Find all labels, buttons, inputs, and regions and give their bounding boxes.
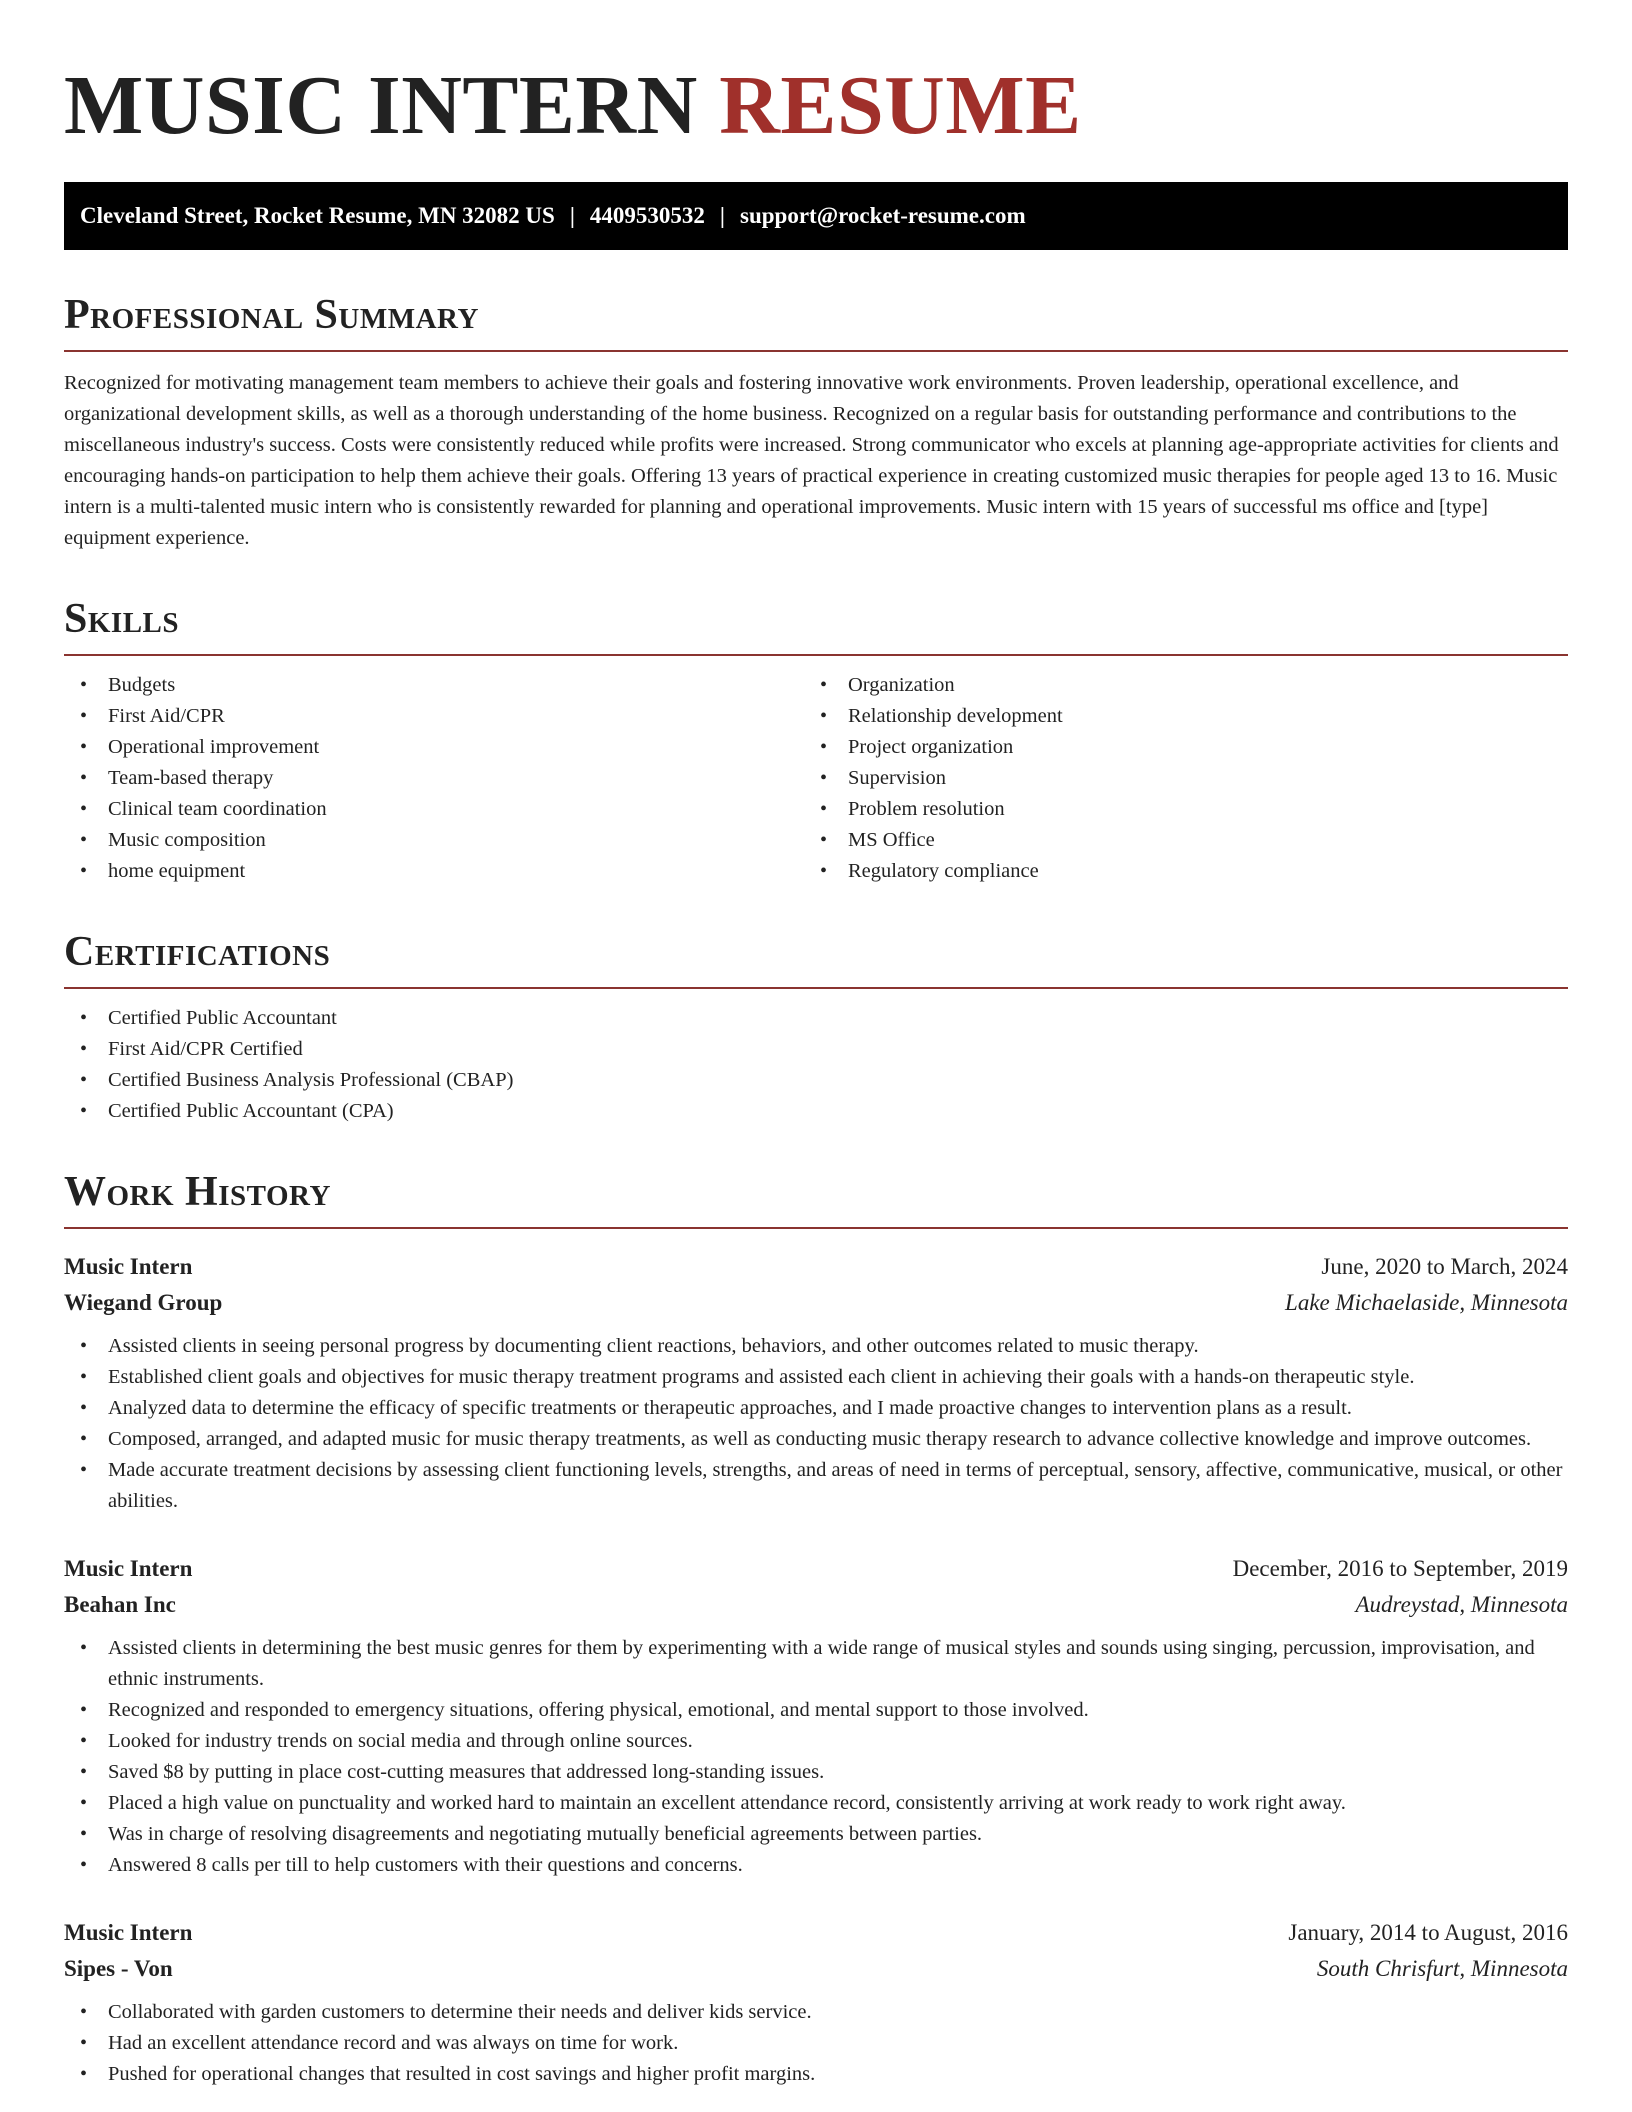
skill-item: • Project organization bbox=[804, 732, 1568, 763]
job-header-row bbox=[64, 1915, 1568, 1951]
contact-separator: | bbox=[719, 203, 725, 228]
certifications-heading: Certifications bbox=[64, 931, 1568, 989]
job-duty-item: • Established client goals and objectives for music therapy treatment programs and assisted each client in achieving their goals with a hands-on therapeutic style. bbox=[64, 1362, 1568, 1393]
contact-bar bbox=[64, 182, 1568, 250]
job-company: Wiegand Group bbox=[64, 1290, 223, 1315]
skills-list bbox=[64, 670, 1568, 887]
skill-item: • Music composition bbox=[64, 825, 804, 856]
skill-item: • Team-based therapy bbox=[64, 763, 804, 794]
skill-item: • home equipment bbox=[64, 856, 804, 887]
contact-separator: | bbox=[569, 203, 575, 228]
contact-email: support@rocket-resume.com bbox=[740, 203, 1026, 228]
skill-item: • Relationship development bbox=[804, 701, 1568, 732]
skills-column-right bbox=[804, 670, 1568, 887]
skill-item: • Budgets bbox=[64, 670, 804, 701]
job-duties bbox=[64, 1331, 1568, 1517]
job-company-row bbox=[64, 1285, 1568, 1321]
title-name: MUSIC INTERN bbox=[64, 59, 698, 152]
skill-item: • Supervision bbox=[804, 763, 1568, 794]
job-dates: December, 2016 to September, 2019 bbox=[1232, 1556, 1568, 1581]
job-duty-item: • Answered 8 calls per till to help customers with their questions and concerns. bbox=[64, 1850, 1568, 1881]
skill-item: • Regulatory compliance bbox=[804, 856, 1568, 887]
job-duty-item: • Placed a high value on punctuality and worked hard to maintain an excellent attendance record, consistently arriving at work ready to work right away. bbox=[64, 1788, 1568, 1819]
skill-item: • Organization bbox=[804, 670, 1568, 701]
certification-item: • First Aid/CPR Certified bbox=[64, 1034, 1568, 1065]
job-location: Audreystad, Minnesota bbox=[1355, 1592, 1568, 1617]
job-duty-item: • Looked for industry trends on social media and through online sources. bbox=[64, 1726, 1568, 1757]
job-company: Beahan Inc bbox=[64, 1592, 176, 1617]
job-dates: January, 2014 to August, 2016 bbox=[1288, 1920, 1568, 1945]
job-duty-item: • Assisted clients in seeing personal progress by documenting client reactions, behaviors, and other outcomes related to music therapy. bbox=[64, 1331, 1568, 1362]
job-header-row bbox=[64, 1249, 1568, 1285]
job-duty-item: • Analyzed data to determine the efficacy of specific treatments or therapeutic approaches, and I made proactive changes to intervention plans as a result. bbox=[64, 1393, 1568, 1424]
job-duty-item: • Composed, arranged, and adapted music for music therapy treatments, as well as conducting music therapy research to advance collective knowledge and improve outcomes. bbox=[64, 1424, 1568, 1455]
contact-address: Cleveland Street, Rocket Resume, MN 32082 US bbox=[80, 203, 555, 228]
job-entry bbox=[64, 1249, 1568, 1517]
skill-item: • MS Office bbox=[804, 825, 1568, 856]
job-duty-item: • Assisted clients in determining the best music genres for them by experimenting with a wide range of musical styles and sounds using singing, percussion, improvisation, and ethnic instruments. bbox=[64, 1633, 1568, 1695]
job-company-row bbox=[64, 1587, 1568, 1623]
job-duty-item: • Was in charge of resolving disagreements and negotiating mutually beneficial agreements between parties. bbox=[64, 1819, 1568, 1850]
job-dates: June, 2020 to March, 2024 bbox=[1321, 1254, 1568, 1279]
job-title: Music Intern bbox=[64, 1254, 193, 1279]
job-company: Sipes - Von bbox=[64, 1956, 173, 1981]
summary-text: Recognized for motivating management team members to achieve their goals and fostering innovative work environments. Proven leadership, operational excellence, and organizational development skills, as well as a thorough understanding of the home business. Recognized on a regular basis for outstanding performance and contributions to the miscellaneous industry's success. Costs were consistently reduced while profits were increased. Strong communicator who excels at planning age-appropriate activities for clients and encouraging hands-on participation to help them achieve their goals. Offering 13 years of practical experience in creating customized music therapies for people aged 13 to 16. Music intern is a multi-talented music intern who is consistently rewarded for planning and operational improvements. Music intern with 15 years of successful ms office and [type] equipment experience. bbox=[64, 372, 1559, 549]
title-resume: RESUME bbox=[719, 59, 1082, 152]
skills-column-left bbox=[64, 670, 804, 887]
skill-item: • Clinical team coordination bbox=[64, 794, 804, 825]
job-entry bbox=[64, 1551, 1568, 1881]
job-entry bbox=[64, 1915, 1568, 2090]
certification-item: • Certified Business Analysis Professional (CBAP) bbox=[64, 1065, 1568, 1096]
job-location: Lake Michaelaside, Minnesota bbox=[1285, 1290, 1568, 1315]
job-duty-item: • Made accurate treatment decisions by assessing client functioning levels, strengths, and areas of need in terms of perceptual, sensory, affective, communicative, musical, or other abilities. bbox=[64, 1455, 1568, 1517]
job-duty-item: • Saved $8 by putting in place cost-cutting measures that addressed long-standing issues. bbox=[64, 1757, 1568, 1788]
job-title: Music Intern bbox=[64, 1920, 193, 1945]
certification-item: • Certified Public Accountant bbox=[64, 1003, 1568, 1034]
job-company-row bbox=[64, 1951, 1568, 1987]
resume-title bbox=[64, 59, 1568, 152]
work-history-heading: Work History bbox=[64, 1171, 1568, 1229]
job-duty-item: • Had an excellent attendance record and was always on time for work. bbox=[64, 2028, 1568, 2059]
skill-item: • Operational improvement bbox=[64, 732, 804, 763]
job-location: South Chrisfurt, Minnesota bbox=[1316, 1956, 1568, 1981]
job-title: Music Intern bbox=[64, 1556, 193, 1581]
certifications-list bbox=[64, 1003, 1568, 1127]
job-duty-item: • Collaborated with garden customers to determine their needs and deliver kids service. bbox=[64, 1997, 1568, 2028]
job-duties bbox=[64, 1633, 1568, 1881]
contact-phone: 4409530532 bbox=[589, 203, 705, 228]
job-duties bbox=[64, 1997, 1568, 2090]
summary-heading: Professional Summary bbox=[64, 294, 1568, 352]
job-header-row bbox=[64, 1551, 1568, 1587]
skills-heading: Skills bbox=[64, 598, 1568, 656]
skill-item: • First Aid/CPR bbox=[64, 701, 804, 732]
job-duty-item: • Pushed for operational changes that resulted in cost savings and higher profit margins. bbox=[64, 2059, 1568, 2090]
job-duty-item: • Recognized and responded to emergency situations, offering physical, emotional, and mental support to those involved. bbox=[64, 1695, 1568, 1726]
certification-item: • Certified Public Accountant (CPA) bbox=[64, 1096, 1568, 1127]
skill-item: • Problem resolution bbox=[804, 794, 1568, 825]
